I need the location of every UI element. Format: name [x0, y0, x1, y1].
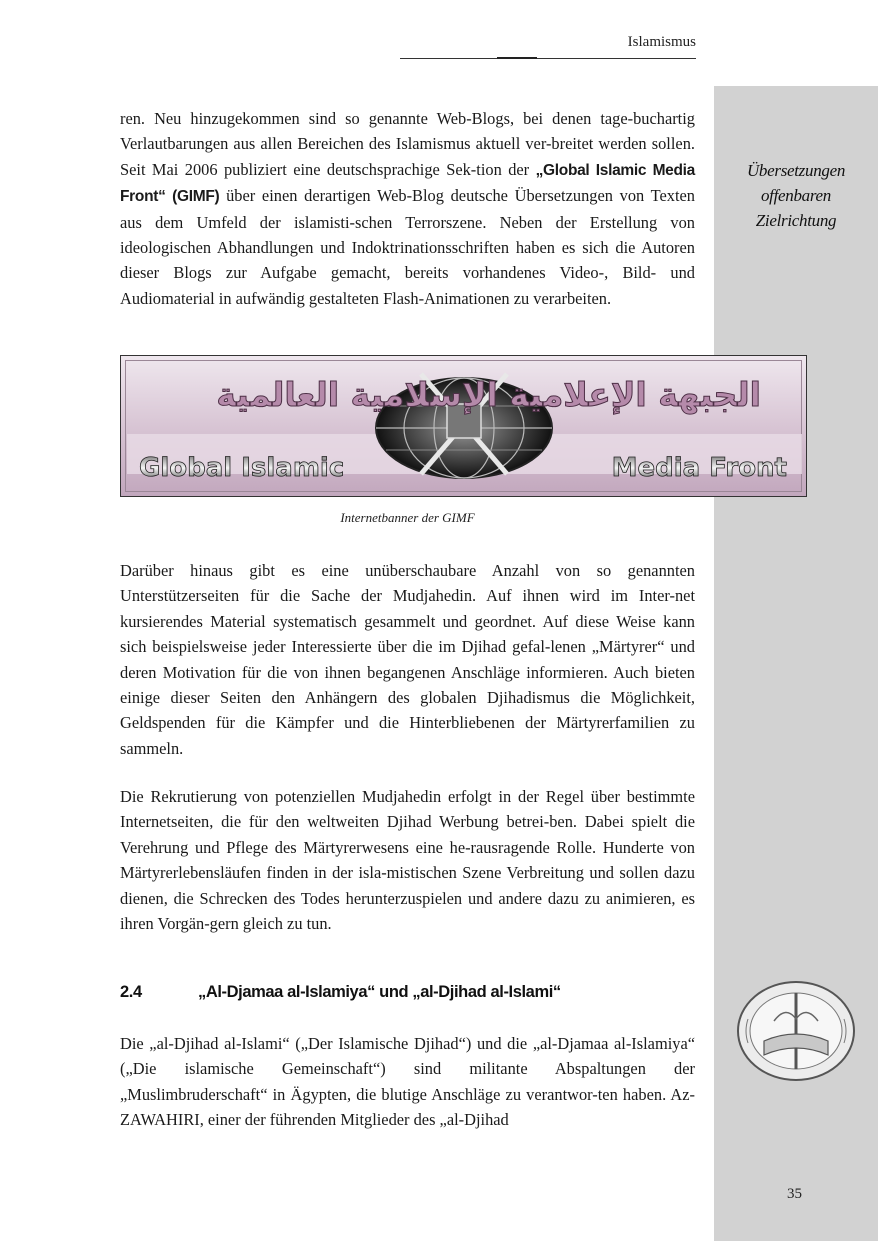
paragraph-web-blogs	[120, 106, 695, 311]
margin-note-line: Zielrichtung	[755, 211, 837, 230]
paragraph-djihad-groups: Die „al-Djihad al-Islami“ („Der Islamische Djihad“) und die „al-Djamaa al-Islamiya“ („Die islamische Gemeinschaft“) sind militante Abspaltungen der „Muslimbruderschaft“ in Ägypten, die blutige Anschläge zu verantwor-ten haben. Az-ZAWAHIRI, einer der führenden Mitglieder des „al-Djihad	[120, 1034, 695, 1130]
header-rule-accent	[497, 57, 537, 59]
margin-note-line: offenbaren	[760, 186, 832, 205]
organization-seal-icon	[734, 979, 858, 1083]
paragraph-text: ren. Neu hinzugekommen sind so genannte Web-Blogs, bei denen tage-buchartig Verlautbarungen aus allen Bereichen des Islamismus aktuell ver-breitet werden sollen. Seit Mai 2006 publiziert eine deutschsprachige Sek-tion der	[120, 109, 695, 179]
page-number: 35	[787, 1186, 802, 1202]
paragraph-text: über einen derartigen Web-Blog deutsche Übersetzungen von Texten aus dem Umfeld der islamisti-schen Terrorszene. Neben der Erstellung von ideologischen Abhandlungen und Indoktrinationsschriften haben es sich die Autoren dieser Blogs zur Aufgabe gemacht, bereits vorhandenes Video-, Bild- und Audiomaterial in aufwändig gestalteten Flash-Animationen zu verarbeiten.	[120, 186, 695, 308]
header-rule	[400, 58, 696, 59]
running-head: Islamismus	[627, 34, 696, 50]
section-heading	[120, 983, 695, 1002]
section-number: 2.4	[120, 983, 142, 1001]
banner-latin-left: Global Islamic	[139, 453, 345, 483]
paragraph-supporter-sites: Darüber hinaus gibt es eine unüberschaubare Anzahl von so genannten Unterstützerseiten für die Sache der Mudjahedin. Auf ihnen wird im Inter-net kursierendes Material systematisch gesammelt und geordnet. Auf diese Weise kann sich beispielsweise jeder Interessierte über die im Djihad gefal-lenen „Märtyrer“ und deren Motivation für die von ihnen begangenen Anschläge informieren. Auch bieten einige dieser Seiten den Anhängern des globalen Djihadismus die Möglichkeit, Geldspenden für die Kämpfer und die Hinterbliebenen der Märtyrerfamilien zu sammeln.	[120, 561, 695, 758]
margin-note-line: Übersetzungen	[746, 161, 846, 180]
banner-graphic	[121, 356, 807, 497]
section-title: „Al-Djamaa al-Islamiya“ und „al-Djihad al-Islami“	[198, 983, 561, 1001]
image-caption: Internetbanner der GIMF	[340, 510, 475, 525]
margin-note	[724, 158, 868, 233]
gimf-banner-image	[120, 355, 807, 497]
paragraph-recruitment: Die Rekrutierung von potenziellen Mudjahedin erfolgt in der Regel über bestimmte Internetseiten, die für den weltweiten Djihad Werbung betrei-ben. Dabei spielt die Verehrung und Pflege des Märtyrerwesens eine he-rausragende Rolle. Hunderte von Märtyrerlebensläufen finden in der isla-mistischen Szene Verbreitung und sollen dazu dienen, die Schrecken des Todes herunterzuspielen und andere dazu zu animieren, es ihren Vorgän-gern gleich zu tun.	[120, 787, 695, 934]
gimf-highlight: „Global Islamic Media Front“ (GIMF)	[120, 161, 695, 206]
banner-arabic-right: الجبهة الإعلامية الإسلامية العالمية	[216, 375, 761, 414]
banner-latin-right: Media Front	[611, 453, 787, 483]
